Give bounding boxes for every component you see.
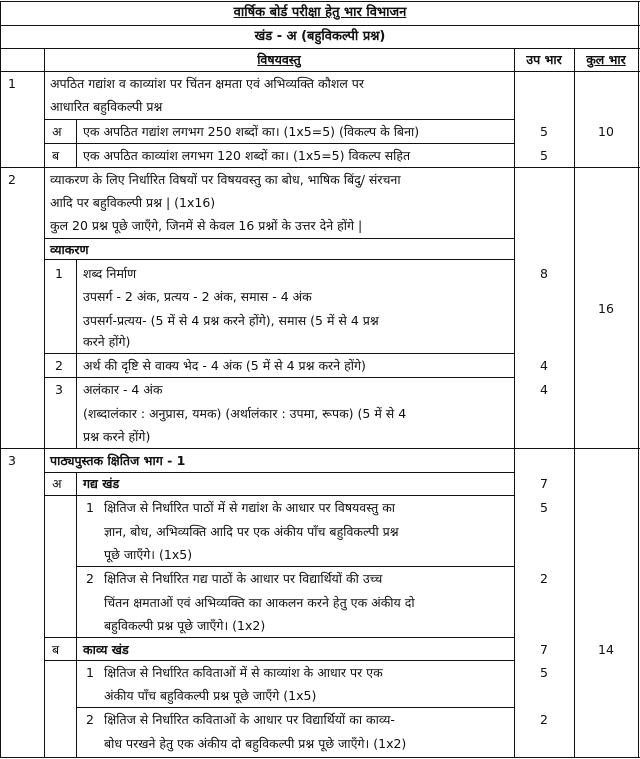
item-number: 2 — [86, 571, 94, 586]
item-number: 1 — [86, 500, 94, 515]
total-marks: 16 — [598, 301, 614, 316]
item-text: क्षितिज से निर्धारित कविताओं के आधार पर विद्यार्थियों का काव्य- — [104, 712, 395, 727]
sub-marks: 5 — [540, 124, 548, 139]
question-heading: पाठ्यपुस्तक क्षितिज भाग - 1 — [50, 453, 186, 468]
rule — [0, 48, 640, 49]
item-number: 1 — [86, 665, 94, 680]
rule — [76, 707, 514, 708]
item-text: बहुविकल्पी प्रश्न पूछे जाएँगे। (1x2) — [104, 618, 266, 633]
question-text: आदि पर बहुविकल्पी प्रश्न | (1x16) — [50, 195, 216, 210]
rule — [44, 637, 514, 638]
sub-marks: 7 — [540, 476, 548, 491]
row-number: 3 — [8, 453, 16, 468]
item-number: 2 — [55, 358, 63, 373]
sub-marks: 4 — [540, 382, 548, 397]
item-text: अंकीय पाँच बहुविकल्पी प्रश्न पूछे जाएँगे (1x5) — [104, 688, 317, 703]
rule — [44, 660, 514, 661]
item-number: 3 — [55, 382, 63, 397]
question-text: व्याकरण के लिए निर्धारित विषयों पर विषयवस्तु का बोध, भाषिक बिंदु/ संरचना — [50, 172, 401, 187]
item-text: अलंकार - 4 अंक — [83, 382, 163, 397]
sub-marks: 2 — [540, 712, 548, 727]
item-text: बोध परखने हेतु एक अंकीय दो बहुविकल्पी प्रश्न पूछे जाएँगे। (1x2) — [104, 736, 407, 751]
sub-label: अ — [52, 124, 62, 139]
item-text: उपसर्ग - 2 अंक, प्रत्यय - 2 अंक, समास - 4 अंक — [83, 289, 312, 304]
rule — [44, 119, 514, 120]
section-heading: खंड - अ (बहुविकल्पी प्रश्न) — [254, 29, 386, 44]
rule — [0, 71, 640, 72]
item-text: क्षितिज से निर्धारित पाठों में से गद्यांश के आधार पर विषयवस्तु का — [104, 500, 396, 515]
sub-text: एक अपठित गद्यांश लगभग 250 शब्दों का। (1x5=5) (विकल्प के बिना) — [83, 124, 420, 139]
rule — [0, 757, 640, 758]
sub-marks: 4 — [540, 358, 548, 373]
sub-marks: 5 — [540, 500, 548, 515]
sub-marks: 5 — [540, 148, 548, 163]
question-text: आधारित बहुविकल्पी प्रश्न — [50, 99, 163, 114]
total-marks: 14 — [598, 642, 614, 657]
rule — [44, 495, 514, 496]
rule — [638, 1, 639, 758]
item-text: शब्द निर्माण — [83, 266, 137, 281]
rule — [76, 472, 77, 757]
item-text: चिंतन क्षमताओं एवं अभिव्यक्ति का आकलन करने हेतु एक अंकीय दो — [104, 595, 415, 610]
item-text: करने होंगे) — [83, 334, 131, 349]
sub-marks: 7 — [540, 642, 548, 657]
total-marks: 10 — [598, 124, 614, 139]
sub-marks: 2 — [540, 571, 548, 586]
sub-marks: 8 — [540, 266, 548, 281]
rule — [44, 238, 514, 239]
item-text: क्षितिज से निर्धारित गद्य पाठों के आधार पर विद्यार्थियों की उच्च — [104, 571, 383, 586]
sub-label: अ — [52, 476, 62, 491]
question-text: कुल 20 प्रश्न पूछे जाएँगे, जिनमें से केवल 16 प्रश्नों के उत्तर देने होंगे | — [50, 218, 363, 233]
subsection-heading: गद्य खंड — [83, 476, 120, 491]
row-number: 2 — [8, 172, 16, 187]
item-text: उपसर्ग-प्रत्यय- (5 में से 4 प्रश्न करने होंगे), समास (5 में से 4 प्रश्न — [83, 313, 379, 328]
item-text: प्रश्न करने होंगे) — [83, 429, 151, 444]
sub-label: ब — [52, 148, 60, 163]
rule — [0, 25, 640, 26]
item-text: पूछे जाएँगे। (1x5) — [104, 547, 193, 562]
rule — [44, 48, 45, 758]
subsection-heading: व्याकरण — [50, 242, 89, 257]
rule — [0, 167, 640, 168]
rule — [44, 377, 514, 378]
col-header-content: विषयवस्तु — [257, 52, 301, 67]
sub-label: ब — [52, 642, 60, 657]
item-text: (शब्दालंकार : अनुप्रास, यमक) (अर्थालंकार : उपमा, रूपक) (5 में से 4 — [83, 406, 407, 421]
rule — [44, 472, 514, 473]
rule — [76, 566, 514, 567]
rule — [44, 353, 514, 354]
row-number: 1 — [8, 76, 16, 91]
rule — [44, 143, 514, 144]
item-number: 1 — [55, 266, 63, 281]
item-text: अर्थ की दृष्टि से वाक्य भेद - 4 अंक (5 में से 4 प्रश्न करने होंगे) — [83, 358, 366, 373]
item-text: क्षितिज से निर्धारित कविताओं में से काव्यांश के आधार पर एक — [104, 665, 383, 680]
rule — [76, 259, 77, 448]
item-number: 2 — [86, 712, 94, 727]
rule — [76, 119, 77, 167]
col-header-sub-marks: उप भार — [526, 52, 562, 67]
rule — [0, 1, 640, 2]
col-header-total-marks: कुल भार — [586, 52, 626, 67]
sub-text: एक अपठित काव्यांश लगभग 120 शब्दों का। (1x5=5) विकल्प सहित — [83, 148, 411, 163]
subsection-heading: काव्य खंड — [83, 642, 129, 657]
rule — [44, 259, 514, 260]
rule — [0, 1, 1, 758]
item-text: ज्ञान, बोध, अभिव्यक्ति आदि पर एक अंकीय पाँच बहुविकल्पी प्रश्न — [104, 524, 399, 539]
question-text: अपठित गद्यांश व काव्यांश पर चिंतन क्षमता एवं अभिव्यक्ति कौशल पर — [50, 76, 365, 91]
sub-marks: 5 — [540, 665, 548, 680]
table-title: वार्षिक बोर्ड परीक्षा हेतु भार विभाजन — [233, 5, 407, 20]
rule — [0, 448, 640, 449]
